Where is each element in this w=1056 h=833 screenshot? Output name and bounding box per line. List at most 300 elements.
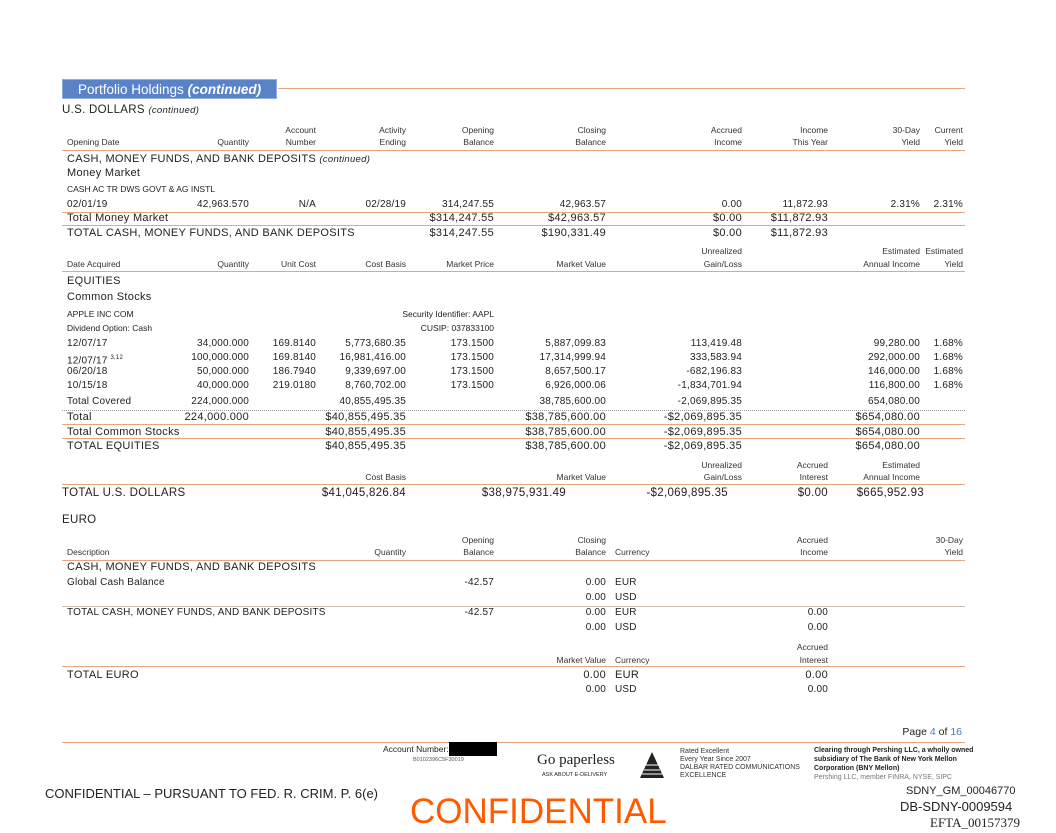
money-market-total-cell <box>713 212 742 224</box>
column-header-value: Yield <box>944 547 963 557</box>
total-usd-cell <box>646 487 728 499</box>
total-usd-cell <box>482 487 566 499</box>
money-market-row-value: 02/28/19 <box>365 199 406 210</box>
cash-total-cell <box>430 227 494 239</box>
money-market-total-cell <box>548 212 606 224</box>
lot-row-value: 219.0180 <box>272 380 316 391</box>
total-row-value: $40,855,495.35 <box>325 411 406 423</box>
lot-row-cell <box>345 366 406 378</box>
column-header-value: Ending <box>379 137 406 147</box>
lot-row-cell <box>545 380 606 392</box>
lot-row-value: 173.1500 <box>450 380 494 391</box>
column-header-value: Date Acquired <box>67 259 121 269</box>
total-covered-cell <box>339 396 406 408</box>
total-covered-cell <box>67 396 131 408</box>
rule <box>62 560 965 561</box>
total-row-value: $654,080.00 <box>855 411 920 423</box>
clearing-line: Corporation (BNY Mellon) <box>814 765 900 772</box>
money-market-row-value: 314,247.55 <box>441 199 494 210</box>
global-cash-row-value: USD <box>615 592 637 603</box>
lot-row-value: -682,196.83 <box>686 366 742 377</box>
lot-row-cell <box>273 366 316 378</box>
lot-row-cell <box>545 366 606 378</box>
money-market-row-value: 42,963.570 <box>196 199 249 210</box>
lot-row-value: 8,657,500.17 <box>545 366 606 377</box>
total-euro-cell <box>805 669 828 681</box>
money-market-total-value: Total Money Market <box>67 212 169 224</box>
column-header-value: Estimated <box>882 246 920 256</box>
column-header-cell <box>285 124 316 136</box>
column-header-value: Current <box>934 125 963 135</box>
rated-line: DALBAR RATED COMMUNICATIONS <box>680 764 800 771</box>
lot-row-value: 173.1500 <box>450 338 494 349</box>
total-row-value: -$2,069,895.35 <box>663 411 742 423</box>
lot-row-cell <box>67 380 108 392</box>
column-header-cell <box>463 546 494 558</box>
column-header-cell <box>701 245 742 257</box>
lot-row-value: 50,000.000 <box>196 366 249 377</box>
total-row-value: Total <box>67 411 92 423</box>
lot-row-value: -1,834,701.94 <box>677 380 742 391</box>
total-covered-value: 654,080.00 <box>867 396 920 407</box>
lot-row-cell <box>451 366 494 378</box>
column-header-value: Balance <box>463 547 494 557</box>
column-header-value: Gain/Loss <box>703 259 742 269</box>
money-market-row-cell <box>365 199 406 211</box>
total-covered-value: 38,785,600.00 <box>539 396 606 407</box>
column-header-value: 30-Day <box>935 535 963 545</box>
lot-row-value: 116,800.00 <box>868 380 920 391</box>
total-covered-cell <box>191 396 249 408</box>
total-equities-cell <box>856 440 920 452</box>
column-header-value: Closing <box>577 125 606 135</box>
lot-row-cell <box>197 338 249 350</box>
column-header-cell <box>800 124 828 136</box>
total-common-stocks-value: $38,785,600.00 <box>525 426 606 438</box>
global-cash-row-value: 0.00 <box>585 577 606 588</box>
column-header-value: Estimated <box>882 460 920 470</box>
column-header-value: Accrued <box>796 642 828 652</box>
euro-cash-total-cell <box>67 607 326 619</box>
total-row-cell <box>67 411 92 423</box>
lot-row-cell <box>273 380 316 392</box>
global-cash-row-value: Global Cash Balance <box>67 577 165 588</box>
column-header-cell <box>800 654 828 666</box>
lot-row-value: 10/15/18 <box>67 380 108 391</box>
column-header-value: Balance <box>575 547 606 557</box>
euro-cash-total-value: USD <box>615 622 637 633</box>
column-header-value: Accrued <box>796 535 828 545</box>
total-equities-cell <box>664 440 742 452</box>
lot-row-value: 169.8140 <box>272 352 316 363</box>
currency-heading-euro: EURO <box>62 514 97 526</box>
total-common-stocks-value: $40,855,495.35 <box>325 426 406 438</box>
column-header-value: Accrued <box>710 125 742 135</box>
total-euro-cell <box>586 684 606 696</box>
column-header-cell <box>578 124 606 136</box>
section-title-suffix: (continued) <box>187 82 262 97</box>
column-header-cell <box>797 641 828 653</box>
total-euro-value: USD <box>615 684 637 695</box>
global-cash-row-cell <box>67 577 165 589</box>
go-paperless: Go paperless <box>537 752 615 768</box>
lot-row-cell <box>67 338 108 350</box>
cash-total-cell <box>67 227 355 239</box>
lot-row-value: 6,926,000.06 <box>545 380 606 391</box>
column-header-value: Quantity <box>217 137 249 147</box>
lot-row-cell <box>874 338 920 350</box>
column-header-cell <box>365 258 406 270</box>
total-usd-cell <box>857 487 924 499</box>
total-common-stocks-value: Total Common Stocks <box>67 426 180 438</box>
column-header-cell <box>615 546 649 558</box>
total-row-value: 224,000.000 <box>184 411 249 423</box>
column-header-value: Unrealized <box>701 246 742 256</box>
total-row-cell <box>664 411 742 423</box>
column-header-cell <box>281 258 316 270</box>
column-header-cell <box>800 546 828 558</box>
column-header-cell <box>800 471 828 483</box>
column-header-value: Market Value <box>556 655 606 665</box>
column-header-cell <box>936 534 963 546</box>
lot-row-cell <box>451 338 494 350</box>
money-market-row-value: 02/01/19 <box>67 199 108 210</box>
clearing-line: Clearing through Pershing LLC, a wholly owned <box>814 747 974 754</box>
equities-heading: EQUITIES <box>67 275 121 287</box>
total-euro-value: 0.00 <box>805 669 828 681</box>
total-euro-cell <box>67 669 139 681</box>
total-covered-value: -2,069,895.35 <box>677 396 742 407</box>
rule <box>62 666 965 667</box>
global-cash-row-cell <box>464 577 494 589</box>
total-equities-cell <box>67 440 160 452</box>
lot-row-cell <box>691 338 742 350</box>
lot-row-value: 40,000.000 <box>196 380 249 391</box>
total-equities-cell <box>325 440 406 452</box>
column-header-value: Market Value <box>556 472 606 482</box>
lot-row-value: 186.7940 <box>272 366 316 377</box>
cash-total-cell <box>771 227 828 239</box>
apple-security-name: APPLE INC COM <box>67 309 134 319</box>
dividend-option: Dividend Option: Cash <box>67 323 153 333</box>
money-market-row-cell <box>560 199 606 211</box>
title-rule <box>278 88 965 89</box>
total-common-stocks-cell <box>525 426 606 438</box>
column-header-cell <box>893 124 920 136</box>
rule <box>62 438 965 439</box>
column-header-value: Yield <box>944 137 963 147</box>
column-header-cell <box>557 654 606 666</box>
column-header-cell <box>797 459 828 471</box>
currency-heading-usd <box>62 104 199 116</box>
lot-row-cell <box>67 366 108 378</box>
lot-row-value: 292,000.00 <box>867 352 920 363</box>
bates-number-3: EFTA_00157379 <box>930 815 1020 830</box>
column-header-value: This Year <box>792 137 828 147</box>
column-header-cell <box>67 136 119 148</box>
lot-row-cell <box>197 380 249 392</box>
clearing-line: Pershing LLC, member FINRA, NYSE, SIPC <box>814 774 953 781</box>
euro-cash-total-value: EUR <box>615 607 637 618</box>
lot-row-value: 169.8140 <box>272 338 316 349</box>
page-of: of <box>938 726 948 738</box>
lot-row-value: 1.68% <box>933 380 963 391</box>
lot-row-cell <box>273 338 316 350</box>
column-header-cell <box>863 258 920 270</box>
money-market-row-cell <box>782 199 828 211</box>
cash-total-value: $190,331.49 <box>541 227 606 239</box>
total-row-cell <box>325 411 406 423</box>
rule <box>62 271 965 272</box>
column-header-value: Interest <box>799 655 828 665</box>
money-market-row-cell <box>197 199 249 211</box>
total-common-stocks-value: $654,080.00 <box>855 426 920 438</box>
rated-line: Rated Excellent <box>680 748 730 755</box>
lot-row-value: 146,000.00 <box>867 366 920 377</box>
lot-row-value: 9,339,697.00 <box>345 366 406 377</box>
total-euro-value: 0.00 <box>583 669 606 681</box>
total-euro-cell <box>615 684 637 696</box>
euro-cash-total-cell <box>615 622 637 634</box>
usd-title-suffix: (continued) <box>148 105 200 116</box>
column-header-cell <box>557 471 606 483</box>
lot-row-cell <box>451 352 494 364</box>
column-header-value: Unrealized <box>701 460 742 470</box>
section-title: Portfolio Holdings <box>78 82 184 97</box>
section-title-bar <box>62 79 277 99</box>
column-header-value: Currency <box>615 547 650 557</box>
euro-cash-total-value: -42.57 <box>464 607 494 618</box>
money-market-total-value: $314,247.55 <box>429 212 494 224</box>
total-usd-cell <box>322 487 406 499</box>
global-cash-row-value: 0.00 <box>585 592 606 603</box>
column-header-cell <box>379 124 406 136</box>
lot-row-cell <box>273 352 316 364</box>
money-market-row-cell <box>299 199 316 211</box>
lot-row-cell <box>451 380 494 392</box>
column-header-value: Account <box>285 125 316 135</box>
money-market-row-cell <box>891 199 920 211</box>
lot-row-cell <box>345 380 406 392</box>
confidential-notice: CONFIDENTIAL – PURSUANT TO FED. R. CRIM. P. 6(e) <box>45 786 379 801</box>
total-common-stocks-cell <box>67 426 180 438</box>
total-usd-value: TOTAL U.S. DOLLARS <box>62 487 186 499</box>
column-header-cell <box>797 534 828 546</box>
total-euro-value: 0.00 <box>585 684 606 695</box>
column-header-cell <box>462 124 494 136</box>
cash-total-value: $11,872.93 <box>770 227 828 239</box>
column-header-value: Balance <box>463 137 494 147</box>
lot-row-cell <box>191 352 249 364</box>
total-row-cell <box>185 411 249 423</box>
column-header-value: Gain/Loss <box>703 472 742 482</box>
cusip: CUSIP: 037833100 <box>420 323 494 333</box>
column-header-cell <box>615 654 649 666</box>
column-header-value: Opening Date <box>67 137 120 147</box>
edelivery-link[interactable]: ASK ABOUT E-DELIVERY <box>542 772 608 778</box>
total-equities-value: -$2,069,895.35 <box>663 440 742 452</box>
lot-row-value: 34,000.000 <box>196 338 249 349</box>
lot-row-cell <box>934 338 963 350</box>
column-header-cell <box>462 534 494 546</box>
money-market-row-value: N/A <box>298 199 316 210</box>
euro-cash-total-value: 0.00 <box>585 607 606 618</box>
column-header-cell <box>704 471 742 483</box>
rule <box>62 212 965 213</box>
euro-cash-total-cell <box>586 622 606 634</box>
money-market-row-cell <box>442 199 494 211</box>
total-row-cell <box>525 411 606 423</box>
money-market-row-value: 2.31% <box>890 199 920 210</box>
column-header-cell <box>944 546 963 558</box>
lot-row-value: 100,000.000 <box>191 352 249 363</box>
total-equities-value: TOTAL EQUITIES <box>67 440 160 452</box>
lot-row-cell <box>345 338 406 350</box>
cash-total-value: $0.00 <box>712 227 742 239</box>
column-header-cell <box>217 258 249 270</box>
column-header-cell <box>944 258 963 270</box>
lot-row-value: 333,583.94 <box>689 352 742 363</box>
euro-cash-total-cell <box>808 607 828 619</box>
money-market-total-value: $0.00 <box>712 212 742 224</box>
total-covered-value: 224,000.000 <box>191 396 249 407</box>
euro-cash-total-value: 0.00 <box>585 622 606 633</box>
total-euro-cell <box>583 669 606 681</box>
lot-row-value: 06/20/18 <box>67 366 108 377</box>
column-header-cell <box>365 471 406 483</box>
lot-row-value: 99,280.00 <box>873 338 920 349</box>
total-euro-cell <box>615 669 639 681</box>
lot-row-value: 1.68% <box>933 352 963 363</box>
euro-cash-total-value: TOTAL CASH, MONEY FUNDS, AND BANK DEPOSITS <box>67 607 326 618</box>
account-code: B0102396C5F30019 <box>413 757 464 763</box>
money-market-row-cell <box>67 199 108 211</box>
money-market-row-value: 2.31% <box>933 199 963 210</box>
euro-cash-total-cell <box>586 607 606 619</box>
column-header-value: Market Price <box>446 259 494 269</box>
column-header-value: Income <box>800 547 828 557</box>
global-cash-row-cell <box>615 592 637 604</box>
total-usd-value: $665,952.93 <box>856 487 924 499</box>
lot-row-value: 12/07/17 <box>67 338 108 349</box>
column-header-cell <box>882 245 920 257</box>
dalbar-rating <box>680 748 800 780</box>
page-current: 4 <box>929 726 936 738</box>
page-total: 16 <box>950 726 962 738</box>
column-header-cell <box>557 258 606 270</box>
column-header-value: Opening <box>461 125 494 135</box>
euro-cash-total-cell <box>464 607 494 619</box>
global-cash-row-cell <box>586 592 606 604</box>
column-header-value: Yield <box>901 137 920 147</box>
total-euro-cell <box>808 684 828 696</box>
lot-row-cell <box>686 366 742 378</box>
security-identifier: Security Identifier: AAPL <box>402 309 494 319</box>
column-header-cell <box>793 136 828 148</box>
total-row-value: $38,785,600.00 <box>525 411 606 423</box>
lot-row-cell <box>197 366 249 378</box>
total-usd-cell <box>798 487 828 499</box>
page-label: Page <box>902 726 927 738</box>
security-name: CASH AC TR DWS GOVT & AG INSTL <box>67 184 215 194</box>
money-market-row-value: 0.00 <box>721 199 742 210</box>
global-cash-row-value: -42.57 <box>464 577 494 588</box>
column-header-cell <box>374 546 406 558</box>
money-market-total-cell <box>67 212 168 224</box>
total-euro-value: EUR <box>615 669 640 681</box>
lot-row-cell <box>339 352 406 364</box>
rule <box>62 484 965 485</box>
column-header-value: Quantity <box>374 547 406 557</box>
column-header-value: Closing <box>577 535 606 545</box>
cash-section-label: CASH, MONEY FUNDS, AND BANK DEPOSITS <box>67 153 316 165</box>
column-header-cell <box>901 136 920 148</box>
lot-row-cell <box>868 366 920 378</box>
money-market-total-value: $11,872.93 <box>770 212 828 224</box>
column-header-cell <box>882 459 920 471</box>
column-header-cell <box>575 136 606 148</box>
cash-section-suffix: (continued) <box>319 154 371 165</box>
column-header-value: Opening <box>461 535 494 545</box>
column-header-cell <box>286 136 316 148</box>
money-market-heading: Money Market <box>67 167 141 179</box>
lot-row-value: 173.1500 <box>450 352 494 363</box>
column-header-value: Unit Cost <box>281 259 316 269</box>
bates-number-2: DB-SDNY-0009594 <box>900 799 1013 814</box>
total-usd-value: $41,045,826.84 <box>321 487 406 499</box>
lot-row-value: 12/07/17 <box>67 355 108 367</box>
lot-row-cell <box>934 380 963 392</box>
confidential-stamp: CONFIDENTIAL <box>410 792 667 831</box>
column-header-value: Accrued <box>796 460 828 470</box>
column-header-cell <box>67 546 110 558</box>
lot-row-cell <box>934 366 963 378</box>
lot-row-value: 1.68% <box>933 366 963 377</box>
total-common-stocks-cell <box>664 426 742 438</box>
column-header-value: Annual Income <box>863 259 920 269</box>
total-covered-cell <box>868 396 920 408</box>
rated-line: Every Year Since 2007 <box>680 756 751 763</box>
footnote-marker: 3,12 <box>110 355 123 361</box>
total-usd-value: $0.00 <box>797 487 828 499</box>
column-header-cell <box>575 546 606 558</box>
money-market-total-value: $42,963.57 <box>547 212 606 224</box>
column-header-value: 30-Day <box>892 125 920 135</box>
column-header-cell <box>217 136 249 148</box>
total-euro-value: 0.00 <box>807 684 828 695</box>
column-header-cell <box>944 136 963 148</box>
lot-row-value: 16,981,416.00 <box>339 352 406 363</box>
column-header-value: Currency <box>615 655 650 665</box>
account-number-label: Account Number: <box>383 744 449 754</box>
total-usd-value: -$2,069,895.35 <box>646 487 728 499</box>
total-usd-cell <box>62 487 185 499</box>
total-common-stocks-cell <box>856 426 920 438</box>
column-header-cell <box>711 124 742 136</box>
lot-row-cell <box>539 352 606 364</box>
total-common-stocks-value: -$2,069,895.35 <box>663 426 742 438</box>
total-equities-cell <box>525 440 606 452</box>
column-header-value: Quantity <box>217 259 249 269</box>
column-header-value: Description <box>67 547 110 557</box>
global-cash-row-value: EUR <box>615 577 637 588</box>
lot-row-cell <box>545 338 606 350</box>
column-header-value: Balance <box>575 137 606 147</box>
cash-total-value: TOTAL CASH, MONEY FUNDS, AND BANK DEPOSITS <box>67 227 355 239</box>
common-stocks-heading: Common Stocks <box>67 291 152 303</box>
page-indicator <box>902 726 962 738</box>
dalbar-logo-icon <box>636 748 666 787</box>
